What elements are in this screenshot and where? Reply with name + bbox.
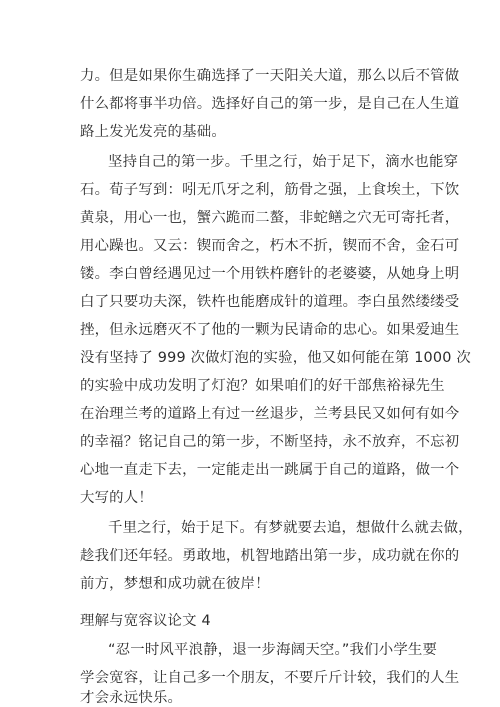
text-line: 力。但是如果你生确选择了一天阳关大道，那么以后不管做 <box>80 68 460 84</box>
text-line: 在治理兰考的道路上有过一丝退步，兰考县民又如何有如今 <box>80 406 460 422</box>
text-line: 的实验中成功发明了灯泡？如果咱们的好干部焦裕禄先生 <box>80 378 445 394</box>
text-line: 才会永远快乐。 <box>80 690 183 706</box>
text-line: 坚持自己的第一步。千里之行，始于足下，滴水也能穿 <box>108 154 459 170</box>
text-line: 石。荀子写到：吲无爪牙之利，筋骨之强，上食埃土，下饮 <box>80 182 460 198</box>
text-line: 镂。李白曾经遇见过一个用铁杵磨针的老婆婆，从她身上明 <box>80 266 460 282</box>
text-line: 的幸福？铭记自己的第一步，不断坚持，永不放弃，不忘初 <box>80 434 460 450</box>
text-line: 用心躁也。又云：锲而舍之，朽木不折，锲而不舍，金石可 <box>80 238 460 254</box>
text-line: 黄泉，用心一也，蟹六跪而二螯，非蛇鳝之穴无可寄托者， <box>80 210 460 226</box>
text-line: 挫，但永远磨灭不了他的一颗为民请命的忠心。如果爱迪生 <box>80 322 460 338</box>
text-line: 没有坚持了 999 次做灯泡的实验，他又如何能在第 1000 次 <box>80 350 471 366</box>
text-line: 千里之行，始于足下。有梦就要去追，想做什么就去做， <box>108 520 473 536</box>
text-line: 白了只要功夫深，铁杵也能磨成针的道理。李白虽然缕缕受 <box>80 294 460 310</box>
text-line: “忍一时风平浪静，退一步海阔天空。”我们小学生要 <box>108 642 438 658</box>
text-line: 心地一直走下去，一定能走出一跳属于自己的道路，做一个 <box>80 462 460 478</box>
text-line: 什么都将事半功倍。选择好自己的第一步，是自己在人生道 <box>80 96 460 112</box>
text-line: 大写的人！ <box>80 490 153 506</box>
text-line: 趁我们还年轻。勇敢地，机智地踏出第一步，成功就在你的 <box>80 548 460 564</box>
text-line: 学会宽容，让自己多一个朋友，不要斤斤计较，我们的人生 <box>80 670 460 686</box>
text-line: 前方，梦想和成功就在彼岸！ <box>80 576 270 592</box>
text-line: 路上发光发亮的基础。 <box>80 124 226 140</box>
section-heading: 理解与宽容议论文 4 <box>80 613 211 629</box>
